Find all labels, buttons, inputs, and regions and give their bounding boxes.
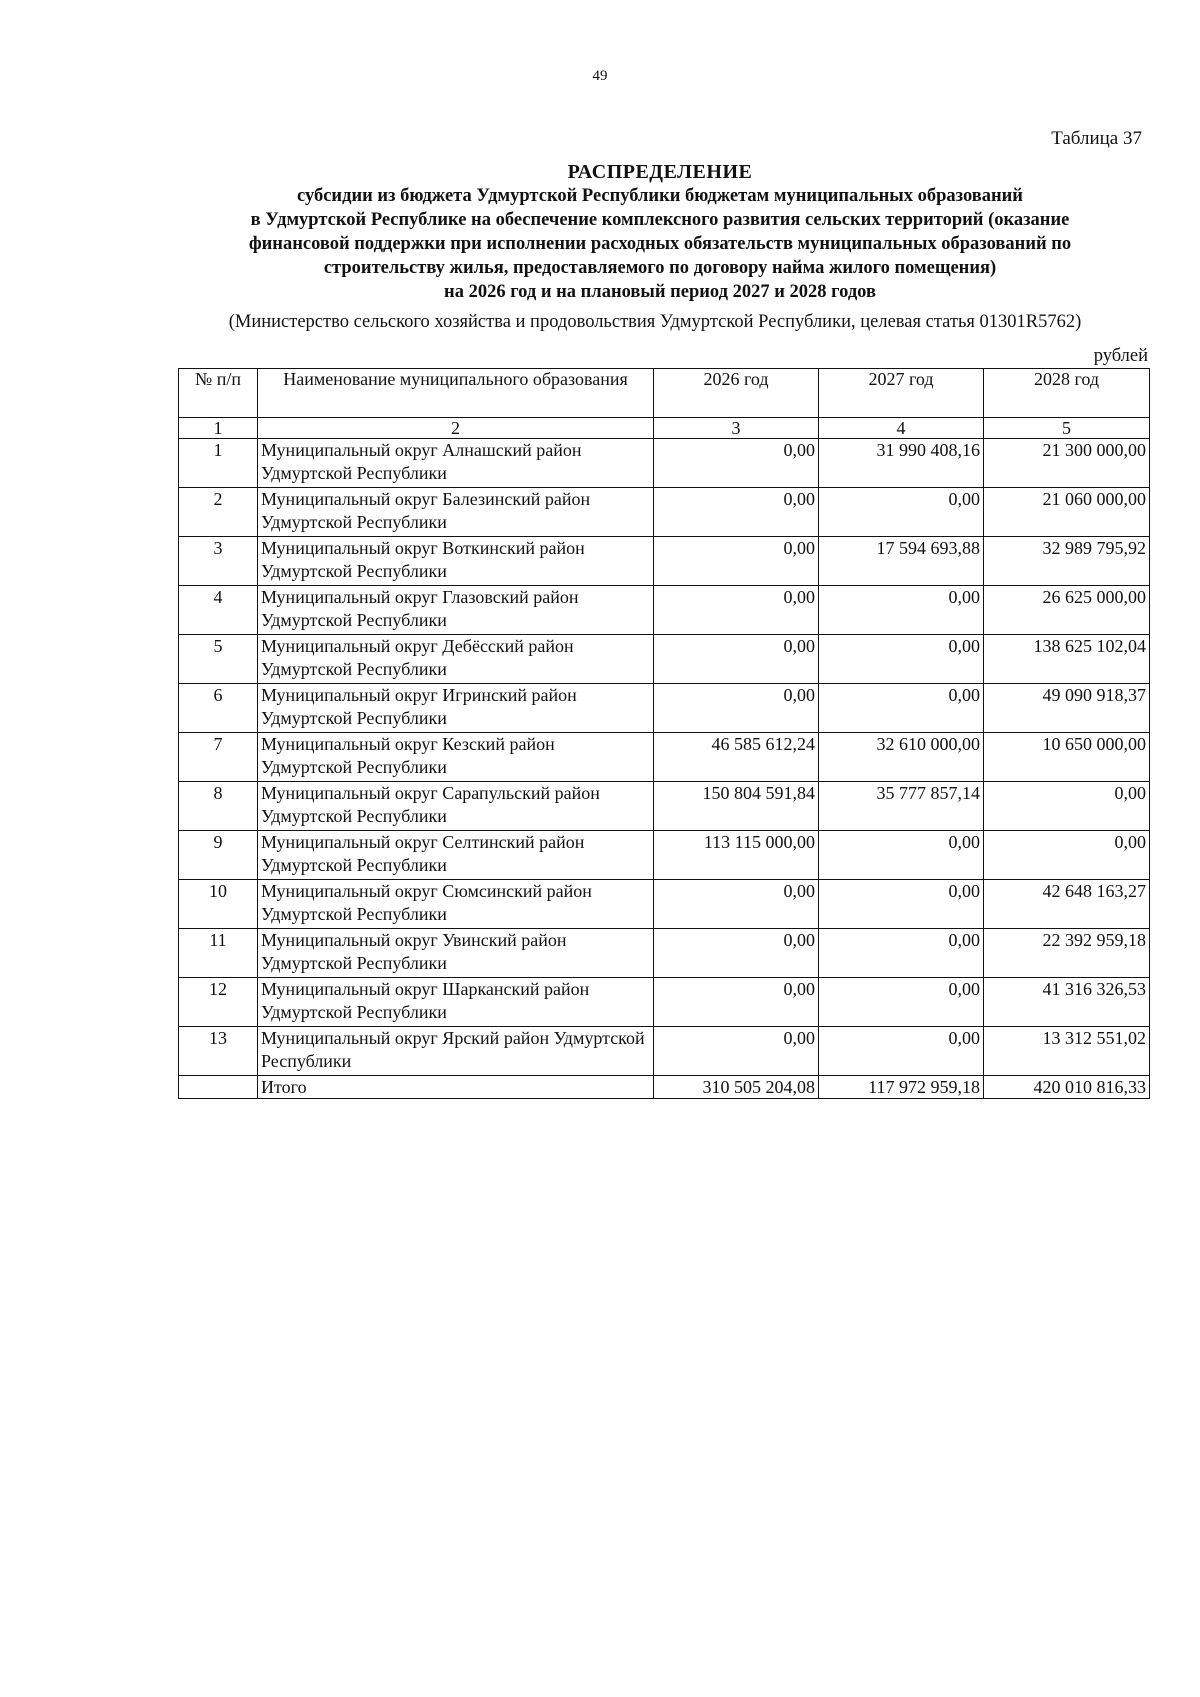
row-2027: 0,00 [819,978,984,1027]
ministry-note: (Министерство сельского хозяйства и продовольствия Удмуртской Республики, целевая статья 01301R5762) [228,312,1082,332]
column-index: 1 [179,418,258,439]
table-header-row [179,369,1150,418]
title-line: на 2026 год и на плановый период 2027 и 2028 годов [444,282,876,302]
total-2026: 310 505 204,08 [654,1076,819,1099]
header-2028: 2028 год [984,369,1150,418]
column-index: 4 [819,418,984,439]
row-2027: 31 990 408,16 [819,439,984,488]
row-name: Муниципальный округ Дебёсский район Удмуртской Республики [258,635,654,684]
table-row [179,733,1150,782]
row-2028: 21 060 000,00 [984,488,1150,537]
page-number: 49 [592,68,608,84]
table-label: Таблица 37 [1051,128,1142,149]
document-title [180,160,1140,304]
table-row [179,684,1150,733]
row-2027: 0,00 [819,929,984,978]
row-2028: 21 300 000,00 [984,439,1150,488]
row-2026: 150 804 591,84 [654,782,819,831]
title-line: в Удмуртской Республике на обеспечение комплексного развития сельских территорий (оказание [250,210,1070,230]
table-row [179,439,1150,488]
row-2027: 0,00 [819,1027,984,1076]
row-2027: 17 594 693,88 [819,537,984,586]
row-num: 6 [179,684,258,733]
row-num: 12 [179,978,258,1027]
row-2028: 26 625 000,00 [984,586,1150,635]
row-2028: 0,00 [984,831,1150,880]
row-2027: 0,00 [819,684,984,733]
row-2028: 41 316 326,53 [984,978,1150,1027]
row-num: 13 [179,1027,258,1076]
row-name: Муниципальный округ Шарканский район Удмуртской Республики [258,978,654,1027]
table-row [179,635,1150,684]
row-2026: 0,00 [654,586,819,635]
row-name: Муниципальный округ Сюмсинский район Удмуртской Республики [258,880,654,929]
header-name: Наименование муниципального образования [258,369,654,418]
row-2026: 0,00 [654,684,819,733]
row-2028: 42 648 163,27 [984,880,1150,929]
row-2028: 138 625 102,04 [984,635,1150,684]
table-row [179,929,1150,978]
row-2026: 46 585 612,24 [654,733,819,782]
row-name: Муниципальный округ Увинский район Удмуртской Республики [258,929,654,978]
total-row [179,1076,1150,1099]
row-2026: 113 115 000,00 [654,831,819,880]
row-2026: 0,00 [654,978,819,1027]
row-2028: 10 650 000,00 [984,733,1150,782]
total-2027: 117 972 959,18 [819,1076,984,1099]
row-name: Муниципальный округ Воткинский район Удмуртской Республики [258,537,654,586]
row-2027: 35 777 857,14 [819,782,984,831]
column-index: 5 [984,418,1150,439]
table-row [179,537,1150,586]
row-2026: 0,00 [654,439,819,488]
header-num: № п/п [179,369,258,418]
row-2028: 0,00 [984,782,1150,831]
row-num: 1 [179,439,258,488]
row-name: Муниципальный округ Балезинский район Удмуртской Республики [258,488,654,537]
row-name: Муниципальный округ Алнашский район Удмуртской Республики [258,439,654,488]
row-2027: 0,00 [819,488,984,537]
title-line: финансовой поддержки при исполнении расходных обязательств муниципальных образований по [248,234,1072,254]
total-label: Итого [258,1076,654,1099]
row-name: Муниципальный округ Глазовский район Удмуртской Республики [258,586,654,635]
title-line: строительству жилья, предоставляемого по договору найма жилого помещения) [323,258,997,278]
column-index-row [179,418,1150,439]
row-num: 11 [179,929,258,978]
row-name: Муниципальный округ Кезский район Удмуртской Республики [258,733,654,782]
row-2027: 0,00 [819,635,984,684]
row-2026: 0,00 [654,537,819,586]
table-row [179,782,1150,831]
table-row [179,880,1150,929]
title-main: РАСПРЕДЕЛЕНИЕ [567,161,753,183]
table-row [179,1027,1150,1076]
title-line: субсидии из бюджета Удмуртской Республики бюджетам муниципальных образований [297,186,1023,206]
row-2027: 0,00 [819,880,984,929]
total-num-empty [179,1076,258,1099]
row-num: 7 [179,733,258,782]
row-num: 2 [179,488,258,537]
header-2027: 2027 год [819,369,984,418]
row-2026: 0,00 [654,929,819,978]
row-2026: 0,00 [654,488,819,537]
distribution-table [178,368,1150,1099]
row-num: 4 [179,586,258,635]
row-2026: 0,00 [654,1027,819,1076]
row-2026: 0,00 [654,635,819,684]
table-row [179,978,1150,1027]
row-num: 3 [179,537,258,586]
row-name: Муниципальный округ Селтинский район Удмуртской Республики [258,831,654,880]
table-row [179,586,1150,635]
table-row [179,488,1150,537]
row-num: 5 [179,635,258,684]
row-2028: 13 312 551,02 [984,1027,1150,1076]
row-num: 8 [179,782,258,831]
row-2028: 22 392 959,18 [984,929,1150,978]
row-num: 9 [179,831,258,880]
row-2027: 0,00 [819,831,984,880]
header-2026: 2026 год [654,369,819,418]
total-2028: 420 010 816,33 [984,1076,1150,1099]
row-2027: 0,00 [819,586,984,635]
row-num: 10 [179,880,258,929]
row-name: Муниципальный округ Игринский район Удмуртской Республики [258,684,654,733]
row-2026: 0,00 [654,880,819,929]
table-row [179,831,1150,880]
row-name: Муниципальный округ Ярский район Удмуртской Республики [258,1027,654,1076]
column-index: 2 [258,418,654,439]
row-2028: 32 989 795,92 [984,537,1150,586]
column-index: 3 [654,418,819,439]
row-2028: 49 090 918,37 [984,684,1150,733]
row-name: Муниципальный округ Сарапульский район Удмуртской Республики [258,782,654,831]
row-2027: 32 610 000,00 [819,733,984,782]
currency-unit: рублей [1093,346,1148,366]
